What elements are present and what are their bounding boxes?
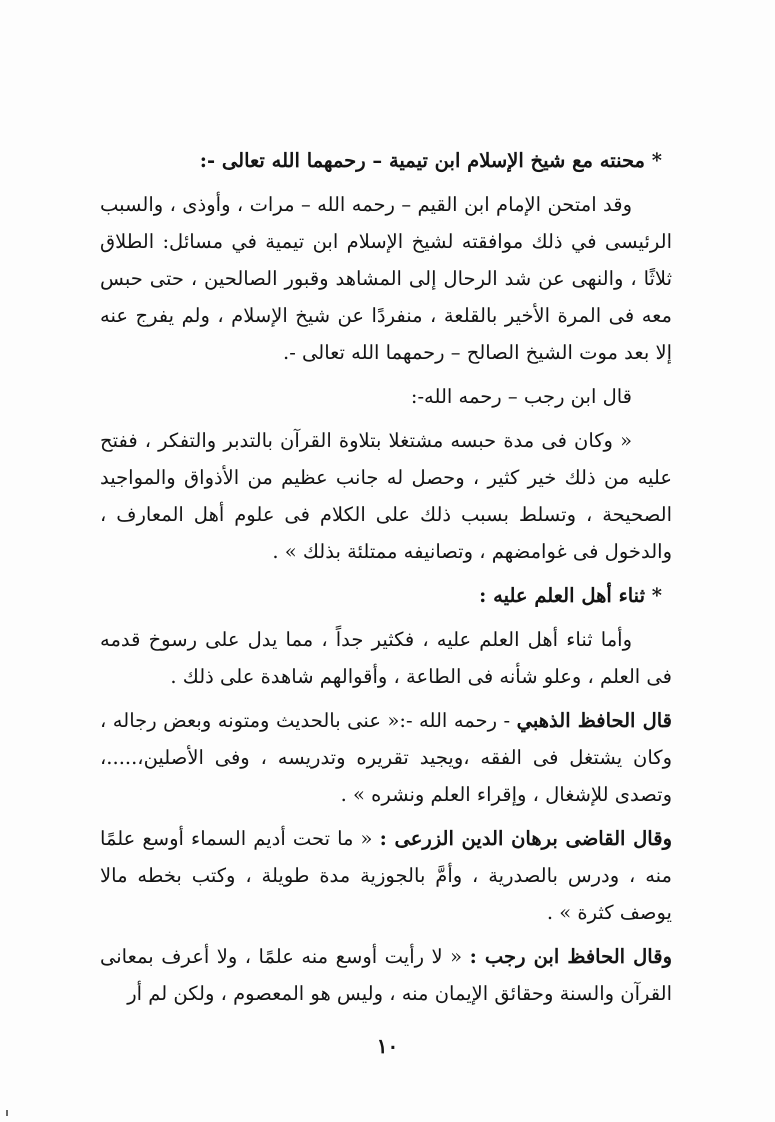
paragraph-zaraee-quote xyxy=(100,820,672,931)
paragraph-dhahabi-quote xyxy=(100,702,672,813)
page-number: ١٠ xyxy=(376,1034,399,1058)
paragraph-praise: وأما ثناء أهل العلم عليه ، فكثير جداً ، مما يدل على رسوخ قدمه فى العلم ، وعلو شأنه فى الطاعة ، وأقوالهم شاهدة على ذلك . xyxy=(100,628,672,688)
zaraee-lead: وقال القاضى برهان الدين الزرعى : xyxy=(379,827,672,850)
section-heading-ordeal: * محنته مع شيخ الإسلام ابن تيمية – رحمهما الله تعالى -: xyxy=(199,149,662,172)
dhahabi-text: - رحمه الله -:« عنى بالحديث ومتونه وبعض رجاله ، وكان يشتغل فى الفقه ،ويجيد تقريره وتدريسه ، وفى الأصلين،.....، وتصدى للإشغال ، وإقراء العلم ونشره » . xyxy=(100,709,672,806)
paragraph-prison-quote: « وكان فى مدة حبسه مشتغلا بتلاوة القرآن بالتدبر والتفكر ، ففتح عليه من ذلك خير كثير ، وحصل له جانب عظيم من الأذواق والمواجيد الصحيحة ، وتسلط بسبب ذلك على الكلام فى علوم أهل المعارف ، والدخول فى غوامضهم ، وتصانيفه ممتلئة بذلك » . xyxy=(100,429,672,563)
paragraph-ibn-rajab-quote xyxy=(100,938,672,1012)
paragraph-ibn-rajab-intro: قال ابن رجب – رحمه الله-: xyxy=(410,385,632,408)
paragraph-ordeal: وقد امتحن الإمام ابن القيم – رحمه الله – مرات ، وأوذى ، والسبب الرئيسى في ذلك موافقته لشيخ الإسلام ابن تيمية في مسائل: الطلاق ثلاثًا ، والنهى عن شد الرحال إلى المشاهد وقبور الصالحين ، حتى حبس معه فى المرة الأخير بالقلعة ، منفردًا عن شيخ الإسلام ، ولم يفرج عنه إلا بعد موت الشيخ الصالح – رحمهما الله تعالى -. xyxy=(100,193,672,364)
scan-edge-mark xyxy=(6,1110,8,1116)
ibn-rajab-text: « لا رأيت أوسع منه علمًا ، ولا أعرف بمعانى القرآن والسنة وحقائق الإيمان منه ، وليس هو المعصوم ، ولكن لم أر xyxy=(100,945,672,1005)
zaraee-text: « ما تحت أديم السماء أوسع علمًا منه ، ودرس بالصدرية ، وأمَّ بالجوزية مدة طويلة ، وكتب بخطه مالا يوصف كثرة » . xyxy=(100,827,672,924)
ibn-rajab-lead: وقال الحافظ ابن رجب : xyxy=(469,945,672,968)
section-heading-praise: * ثناء أهل العلم عليه : xyxy=(479,584,662,607)
page-body xyxy=(100,142,672,1019)
dhahabi-lead: قال الحافظ الذهبي xyxy=(516,709,672,732)
